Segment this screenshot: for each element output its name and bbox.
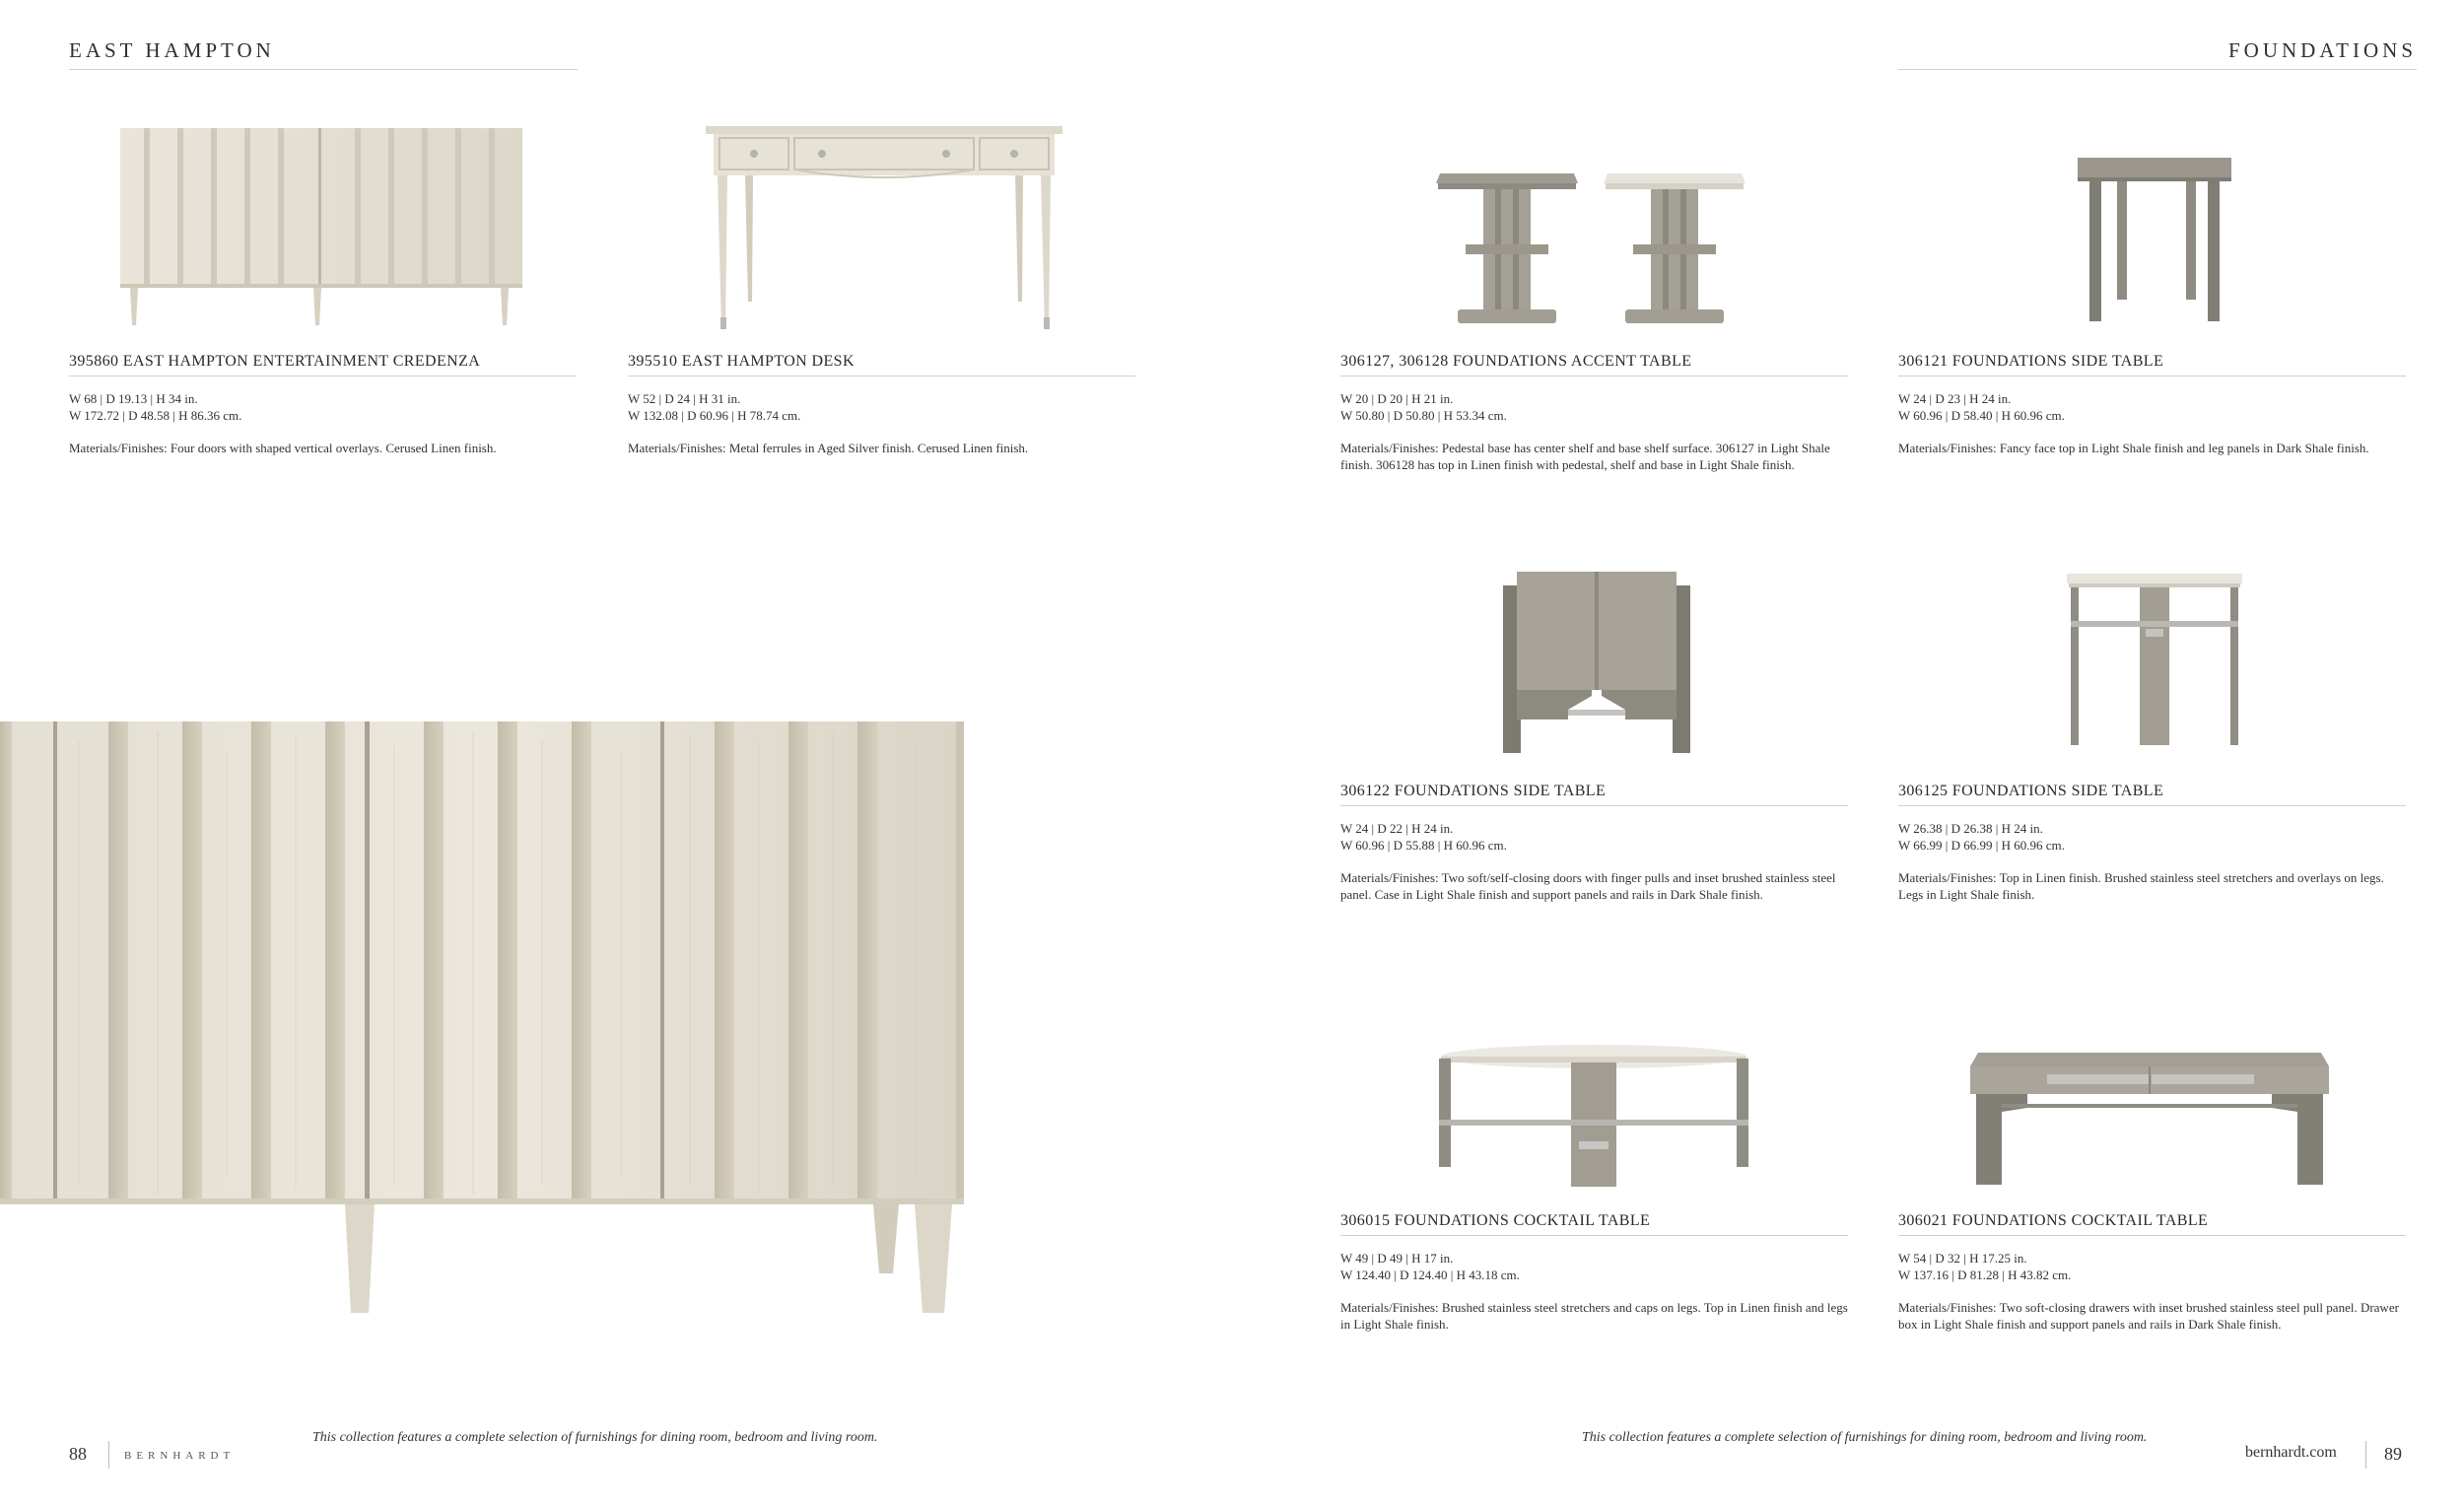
product-dimensions <box>1340 1250 1848 1283</box>
right-page-header: FOUNDATIONS <box>2227 38 2417 62</box>
product-materials: Materials/Finishes: Two soft-closing drawers with inset brushed stainless steel pull panel. Drawer box in Light Shale finish and support panels and rails in Dark Shale finish. <box>1898 1300 2399 1332</box>
left-page-header: EAST HAMPTON <box>69 38 275 62</box>
product-materials: Materials/Finishes: Brushed stainless steel stretchers and caps on legs. Top in Linen finish and legs in Light Shale finish. <box>1340 1300 1848 1332</box>
dimensions-cm: W 137.16 | D 81.28 | H 43.82 cm. <box>1898 1267 2072 1282</box>
left-tagline: This collection features a complete selection of furnishings for dining room, bedroom and living room. <box>312 1430 878 1445</box>
product-dimensions <box>1340 390 1848 424</box>
left-header-rule <box>69 69 578 70</box>
dimensions-inches: W 24 | D 22 | H 24 in. <box>1340 821 1454 836</box>
dimensions-inches: W 24 | D 23 | H 24 in. <box>1898 391 2012 406</box>
product-side-table-306125 <box>1898 783 2406 903</box>
product-name: 395860 EAST HAMPTON ENTERTAINMENT CREDENZA <box>69 353 577 376</box>
dimensions-inches: W 26.38 | D 26.38 | H 24 in. <box>1898 821 2043 836</box>
right-tagline: This collection features a complete selection of furnishings for dining room, bedroom and living room. <box>1582 1430 2148 1445</box>
product-dimensions <box>69 390 577 424</box>
dimensions-cm: W 132.08 | D 60.96 | H 78.74 cm. <box>628 408 801 423</box>
product-name: 306127, 306128 FOUNDATIONS ACCENT TABLE <box>1340 353 1848 376</box>
product-name: 306121 FOUNDATIONS SIDE TABLE <box>1898 353 2406 376</box>
right-footer-divider <box>2365 1441 2366 1469</box>
dimensions-cm: W 50.80 | D 50.80 | H 53.34 cm. <box>1340 408 1507 423</box>
cocktail-table-306021-image <box>1968 1047 2331 1187</box>
side-table-306121-image <box>2076 158 2233 325</box>
product-name: 306021 FOUNDATIONS COCKTAIL TABLE <box>1898 1212 2406 1236</box>
product-materials: Materials/Finishes: Top in Linen finish. Brushed stainless steel stretchers and overlays on legs. Legs in Light Shale finish. <box>1898 870 2384 902</box>
product-materials: Materials/Finishes: Fancy face top in Light Shale finish and leg panels in Dark Shale finish. <box>1898 441 2369 455</box>
dimensions-cm: W 60.96 | D 55.88 | H 60.96 cm. <box>1340 838 1507 853</box>
product-materials: Materials/Finishes: Metal ferrules in Aged Silver finish. Cerused Linen finish. <box>628 441 1029 455</box>
dimensions-inches: W 54 | D 32 | H 17.25 in. <box>1898 1251 2027 1266</box>
desk-image <box>706 124 1062 333</box>
product-cocktail-table-306021 <box>1898 1212 2406 1333</box>
accent-table-image <box>1434 170 1749 327</box>
dimensions-inches: W 68 | D 19.13 | H 34 in. <box>69 391 198 406</box>
right-header-rule <box>1898 69 2417 70</box>
left-page-number: 88 <box>69 1444 87 1464</box>
right-page-number: 89 <box>2384 1444 2402 1464</box>
dimensions-cm: W 124.40 | D 124.40 | H 43.18 cm. <box>1340 1267 1520 1282</box>
product-dimensions <box>1340 820 1848 854</box>
product-desk <box>628 353 1135 456</box>
product-side-table-306122 <box>1340 783 1848 903</box>
product-dimensions <box>1898 390 2406 424</box>
product-side-table-306121 <box>1898 353 2406 456</box>
dimensions-inches: W 20 | D 20 | H 21 in. <box>1340 391 1454 406</box>
product-dimensions <box>1898 820 2406 854</box>
product-materials: Materials/Finishes: Two soft/self-closing doors with finger pulls and inset brushed stainless steel panel. Case in Light Shale finish and support panels and rails in Dark Shale finish. <box>1340 870 1836 902</box>
product-materials: Materials/Finishes: Pedestal base has center shelf and base shelf surface. 306127 in Light Shale finish. 306128 has top in Linen finish with pedestal, shelf and base in Light Shale finish. <box>1340 441 1830 472</box>
product-credenza <box>69 353 577 456</box>
credenza-image <box>116 126 526 329</box>
side-table-306122-image <box>1503 572 1690 755</box>
dimensions-cm: W 66.99 | D 66.99 | H 60.96 cm. <box>1898 838 2065 853</box>
product-materials: Materials/Finishes: Four doors with shaped vertical overlays. Cerused Linen finish. <box>69 441 497 455</box>
brand-wordmark: BERNHARDT <box>124 1450 236 1462</box>
product-accent-table <box>1340 353 1848 473</box>
dimensions-inches: W 52 | D 24 | H 31 in. <box>628 391 741 406</box>
dimensions-cm: W 60.96 | D 58.40 | H 60.96 cm. <box>1898 408 2065 423</box>
left-footer-divider <box>108 1441 109 1469</box>
product-name: 306015 FOUNDATIONS COCKTAIL TABLE <box>1340 1212 1848 1236</box>
website-link[interactable]: bernhardt.com <box>2245 1444 2337 1461</box>
dimensions-inches: W 49 | D 49 | H 17 in. <box>1340 1251 1454 1266</box>
product-dimensions <box>1898 1250 2406 1283</box>
credenza-closeup-image <box>0 721 966 1323</box>
product-name: 306125 FOUNDATIONS SIDE TABLE <box>1898 783 2406 806</box>
side-table-306125-image <box>2063 574 2246 749</box>
cocktail-table-306015-image <box>1437 1043 1750 1189</box>
dimensions-cm: W 172.72 | D 48.58 | H 86.36 cm. <box>69 408 242 423</box>
product-name: 306122 FOUNDATIONS SIDE TABLE <box>1340 783 1848 806</box>
product-name: 395510 EAST HAMPTON DESK <box>628 353 1135 376</box>
product-cocktail-table-306015 <box>1340 1212 1848 1333</box>
product-dimensions <box>628 390 1135 424</box>
